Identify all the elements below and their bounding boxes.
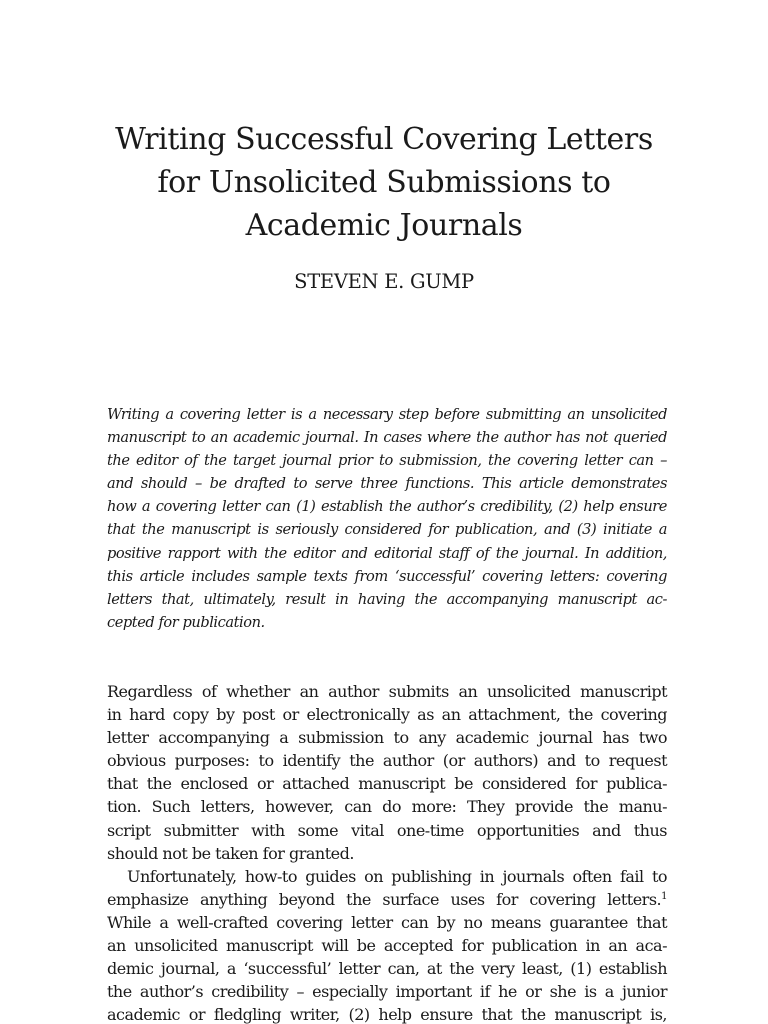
body-line: letter accompanying a submission to any academic journal has two: [107, 728, 667, 748]
body-line: obvious purposes: to identify the author (or authors) and to request: [107, 751, 667, 771]
body-line: that the enclosed or attached manuscript be considered for publica-: [107, 774, 667, 794]
footnote-marker: 1: [661, 890, 667, 902]
abstract-line: how a covering letter can (1) establish the author’s credibility, (2) help ensure: [107, 498, 667, 516]
abstract-line: positive rapport with the editor and editorial staff of the journal. In addition,: [107, 544, 667, 562]
title-line: for Unsolicited Submissions to: [157, 165, 611, 200]
body-line: tion. Such letters, however, can do more: They provide the manu-: [107, 797, 667, 817]
abstract-line: and should – be drafted to serve three functions. This article demonstrates: [107, 475, 667, 493]
abstract-line: cepted for publication.: [107, 613, 265, 631]
abstract: [107, 403, 667, 634]
abstract-line: that the manuscript is seriously considered for publication, and (3) initiate a: [107, 521, 667, 539]
abstract-line: manuscript to an academic journal. In cases where the author has not queried: [107, 429, 667, 447]
body-line: Unfortunately, how-to guides on publishing in journals often fail to: [127, 866, 667, 886]
article-title: [100, 118, 668, 247]
body-line: academic or fledgling writer, (2) help ensure that the manuscript is,: [107, 1005, 667, 1024]
body-line: should not be taken for granted.: [107, 843, 354, 863]
body-line: script submitter with some vital one-time opportunities and thus: [107, 820, 667, 840]
body-line-with-footnote: [107, 888, 667, 911]
author-name: STEVEN E. GUMP: [294, 270, 474, 293]
body-line: demic journal, a ‘successful’ letter can, at the very least, (1) establish: [107, 959, 667, 979]
abstract-line: the editor of the target journal prior to submission, the covering letter can –: [107, 452, 667, 470]
title-line: Academic Journals: [245, 208, 523, 243]
body-line: the author’s credibility – especially important if he or she is a junior: [107, 982, 667, 1002]
paragraph-1: [107, 680, 667, 865]
body-line: an unsolicited manuscript will be accepted for publication in an aca-: [107, 936, 667, 956]
body-line: While a well-crafted covering letter can by no means guarantee that: [107, 912, 667, 932]
body-line: in hard copy by post or electronically as an attachment, the covering: [107, 705, 667, 725]
body-line-text: emphasize anything beyond the surface uses for covering letters.: [107, 889, 662, 909]
abstract-line: this article includes sample texts from ‘successful’ covering letters: covering: [107, 567, 667, 585]
abstract-line: Writing a covering letter is a necessary step before submitting an unsolicited: [107, 406, 667, 423]
body-line: Regardless of whether an author submits an unsolicited manuscript: [107, 682, 667, 701]
title-line: Writing Successful Covering Letters: [115, 122, 653, 157]
abstract-line: letters that, ultimately, result in having the accompanying manuscript ac-: [107, 590, 667, 608]
article-body: [107, 680, 667, 1024]
paragraph-2: [107, 865, 667, 1024]
